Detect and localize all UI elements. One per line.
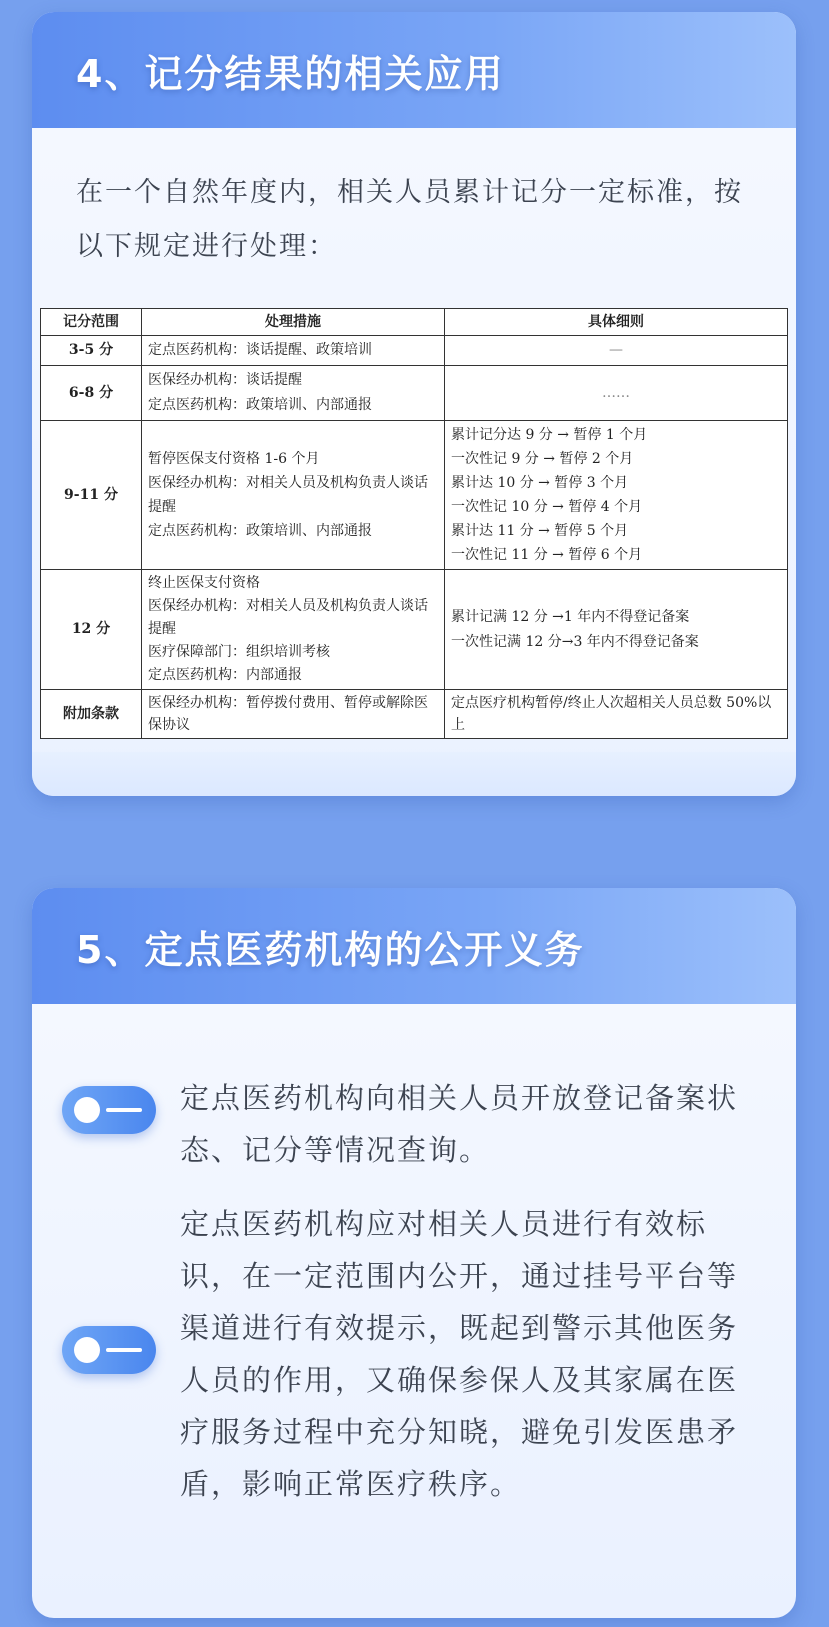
table-row [41,570,788,690]
disclosure-item-text: 定点医药机构向相关人员开放登记备案状态、记分等情况查询。 [180,1081,739,1167]
scoring-rules-table [40,308,788,739]
toggle-icon [62,1326,156,1374]
section-5-header [32,888,796,1004]
column-header-range: 记分范围 [41,309,142,336]
section-4-card [32,12,796,796]
cell-details: 累计记满 12 分 →1 年内不得登记备案 一次性记满 12 分→3 年内不得登记备案 [445,570,788,690]
toggle-icon [62,1086,156,1134]
cell-measures: 暂停医保支付资格 1-6 个月 医保经办机构：对相关人员及机构负责人谈话提醒 定点医药机构：政策培训、内部通报 [142,421,445,570]
column-header-details: 具体细则 [445,309,788,336]
section-4-intro: 在一个自然年度内，相关人员累计记分一定标准，按以下规定进行处理： [76,177,743,262]
table-row [41,366,788,421]
cell-range: 附加条款 [41,690,142,739]
cell-range: 9-11 分 [41,421,142,570]
cell-range: 3-5 分 [41,336,142,366]
cell-measures: 医保经办机构：暂停拨付费用、暂停或解除医保协议 [142,690,445,739]
table-row [41,421,788,570]
cell-measures: 定点医药机构：谈话提醒、政策培训 [142,336,445,366]
section-4-footer-strip [32,752,796,796]
section-4-header [32,12,796,128]
toggle-knob [74,1097,100,1123]
section-5-card [32,888,796,1618]
cell-details: …… [445,366,788,421]
cell-details: — [445,336,788,366]
disclosure-item-text: 定点医药机构应对相关人员进行有效标识，在一定范围内公开，通过挂号平台等渠道进行有效提示，既起到警示其他医务人员的作用，又确保参保人及其家属在医疗服务过程中充分知晓，避免引发医患矛盾，影响正常医疗秩序。 [180,1207,739,1501]
toggle-knob [74,1337,100,1363]
table-row [41,690,788,739]
table-row [41,336,788,366]
cell-range: 6-8 分 [41,366,142,421]
cell-range: 12 分 [41,570,142,690]
toggle-bar [106,1348,142,1352]
section-4-title: 4、记分结果的相关应用 [76,51,505,96]
column-header-measures: 处理措施 [142,309,445,336]
cell-measures: 医保经办机构：谈话提醒 定点医药机构：政策培训、内部通报 [142,366,445,421]
toggle-bar [106,1108,142,1112]
cell-details: 累计记分达 9 分 → 暂停 1 个月 一次性记 9 分 → 暂停 2 个月 累计达 10 分 → 暂停 3 个月 一次性记 10 分 → 暂停 4 个月 累计达 11 分 → 暂停 5 个月 一次性记 11 分 → 暂停 6 个月 [445,421,788,570]
cell-measures: 终止医保支付资格 医保经办机构：对相关人员及机构负责人谈话提醒 医疗保障部门：组织培训考核 定点医药机构：内部通报 [142,570,445,690]
cell-details: 定点医疗机构暂停/终止人次超相关人员总数 50%以上 [445,690,788,739]
section-5-title: 5、定点医药机构的公开义务 [76,927,585,972]
table-header-row [41,309,788,336]
